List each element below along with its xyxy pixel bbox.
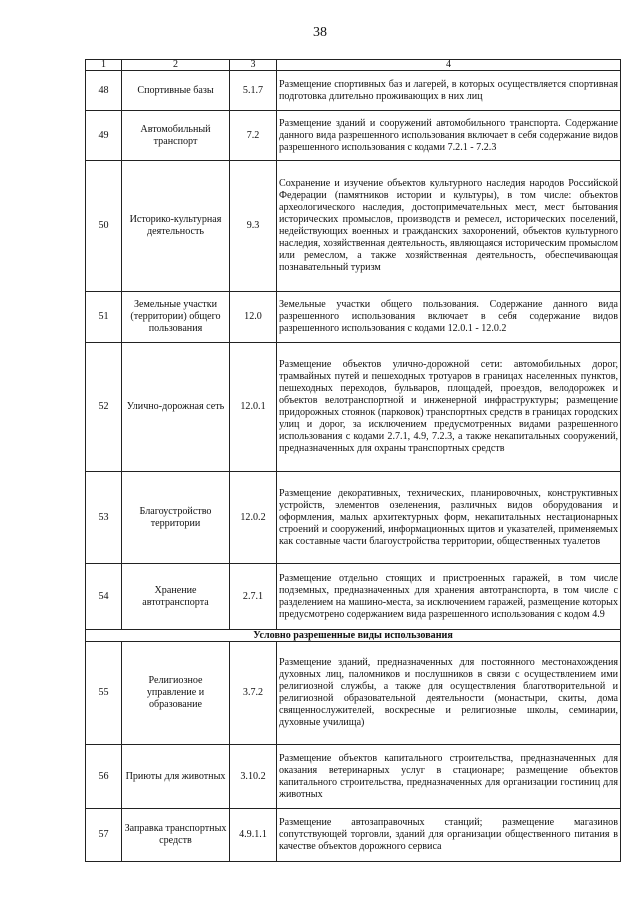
use-code: 12.0 [230, 292, 277, 343]
page-number: 38 [313, 25, 327, 40]
use-name: Хранение автотранспорта [122, 564, 230, 630]
use-code: 2.7.1 [230, 564, 277, 630]
row-number: 50 [86, 161, 122, 292]
use-description: Сохранение и изучение объектов культурного наследия народов Российской Федерации (памятников истории и культуры), в том числе: объектов археологического наследия, достопримечательных мест, мест бытования исторических промыслов, производств и ремесел, исторических поселений, недействующих военных и гражданских захоронений, объектов культурного наследия, хозяйственная деятельность, являющаяся историческим промыслом или ремеслом, а также хозяйственная деятельность, обеспечивающая познавательный туризм [277, 161, 621, 292]
row-number: 48 [86, 71, 122, 111]
header-col-1: 1 [86, 60, 122, 71]
section-header-row [86, 630, 621, 642]
table-row [86, 343, 621, 472]
row-number: 57 [86, 809, 122, 862]
use-code: 4.9.1.1 [230, 809, 277, 862]
use-code: 3.7.2 [230, 642, 277, 745]
row-number: 49 [86, 111, 122, 161]
use-code: 3.10.2 [230, 745, 277, 809]
use-name: Благоустройство территории [122, 472, 230, 564]
header-col-2: 2 [122, 60, 230, 71]
use-description: Размещение спортивных баз и лагерей, в которых осуществляется спортивная подготовка длительно проживающих в них лиц [277, 71, 621, 111]
table-row [86, 292, 621, 343]
use-description: Размещение автозаправочных станций; размещение магазинов сопутствующей торговли, зданий для организации общественного питания в качестве объектов дорожного сервиса [277, 809, 621, 862]
table-row [86, 472, 621, 564]
use-code: 9.3 [230, 161, 277, 292]
use-description: Размещение зданий, предназначенных для постоянного местонахождения духовных лиц, паломников и послушников в связи с осуществлением ими религиозной службы, а также для осуществления благотворительной и религиозной образовательной деятельности (монастыри, скиты, дома священнослужителей, воскресные и религиозные школы, семинарии, духовные училища) [277, 642, 621, 745]
table-row [86, 71, 621, 111]
row-number: 52 [86, 343, 122, 472]
row-number: 55 [86, 642, 122, 745]
table-row [86, 161, 621, 292]
row-number: 51 [86, 292, 122, 343]
header-col-4: 4 [277, 60, 621, 71]
use-description: Размещение зданий и сооружений автомобильного транспорта. Содержание данного вида разрешенного использования включает в себя содержание видов разрешенного использования с кодами 7.2.1 - 7.2.3 [277, 111, 621, 161]
table-row [86, 111, 621, 161]
use-code: 12.0.1 [230, 343, 277, 472]
use-code: 12.0.2 [230, 472, 277, 564]
use-code: 5.1.7 [230, 71, 277, 111]
use-name: Улично-дорожная сеть [122, 343, 230, 472]
use-name: Приюты для животных [122, 745, 230, 809]
header-col-3: 3 [230, 60, 277, 71]
row-number: 53 [86, 472, 122, 564]
use-name: Заправка транспортных средств [122, 809, 230, 862]
use-description: Размещение объектов улично-дорожной сети: автомобильных дорог, трамвайных путей и пешеходных тротуаров в границах населенных пунктов, пешеходных переходов, бульваров, площадей, проездов, велодорожек и объектов велотранспортной и инженерной инфраструктуры; размещение придорожных стоянок (парковок) транспортных средств в границах городских улиц и дорог, за исключением предусмотренных видами разрешенного использования с кодами 2.7.1, 4.9, 7.2.3, а также некапитальных сооружений, предназначенных для охраны транспортных средств [277, 343, 621, 472]
land-use-table [85, 59, 621, 862]
table-row [86, 564, 621, 630]
use-description: Земельные участки общего пользования. Содержание данного вида разрешенного использования включает в себя содержание видов разрешенного использования с кодами 12.0.1 - 12.0.2 [277, 292, 621, 343]
use-name: Спортивные базы [122, 71, 230, 111]
table-row [86, 745, 621, 809]
use-name: Религиозное управление и образование [122, 642, 230, 745]
use-name: Автомобильный транспорт [122, 111, 230, 161]
use-description: Размещение отдельно стоящих и пристроенных гаражей, в том числе подземных, предназначенных для хранения автотранспорта, в том числе с разделением на машино-места, за исключением гаражей, размещение которых предусмотрено содержанием вида разрешенного использования с кодом 4.9 [277, 564, 621, 630]
table-row [86, 809, 621, 862]
use-description: Размещение объектов капитального строительства, предназначенных для оказания ветеринарных услуг в стационаре; размещение объектов капитального строительства, предназначенных для организации гостиниц для животных [277, 745, 621, 809]
row-number: 56 [86, 745, 122, 809]
use-code: 7.2 [230, 111, 277, 161]
use-description: Размещение декоративных, технических, планировочных, конструктивных устройств, элементов озеленения, различных видов оборудования и оформления, малых архитектурных форм, некапитальных нестационарных строений и сооружений, информационных щитов и указателей, применяемых как составные части благоустройства территории, общественных туалетов [277, 472, 621, 564]
table-header-row [86, 60, 621, 71]
use-name: Земельные участки (территории) общего пользования [122, 292, 230, 343]
use-name: Историко-культурная деятельность [122, 161, 230, 292]
table-row [86, 642, 621, 745]
row-number: 54 [86, 564, 122, 630]
section-title: Условно разрешенные виды использования [86, 630, 621, 642]
